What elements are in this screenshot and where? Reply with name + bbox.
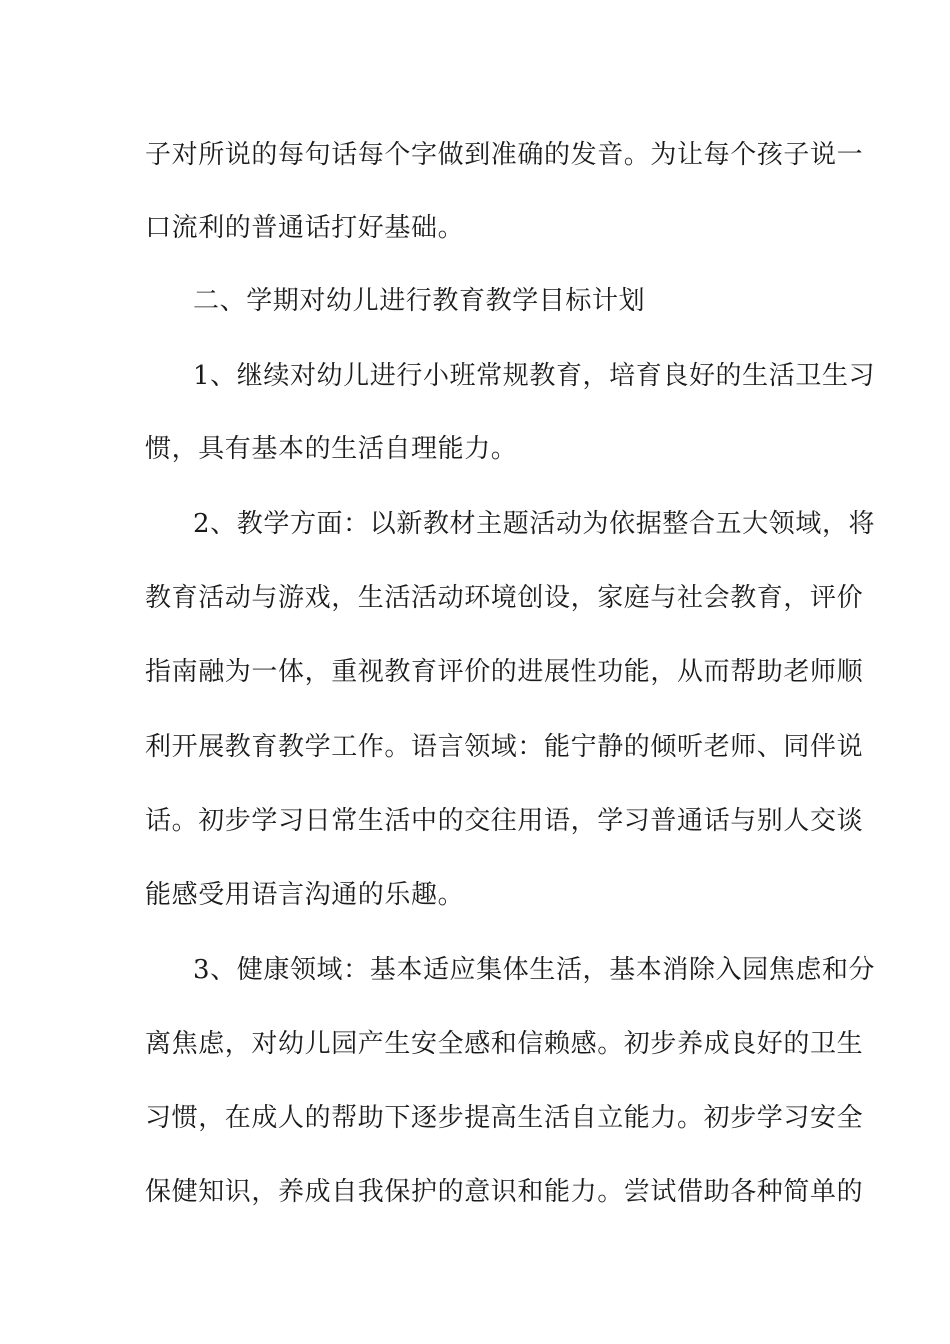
text-line: 惯，具有基本的生活自理能力。	[145, 434, 518, 464]
text-line: 习惯，在成人的帮助下逐步提高生活自立能力。初步学习安全	[145, 1103, 864, 1133]
text-line: 1、继续对幼儿进行小班常规教育，培育良好的生活卫生习	[193, 361, 876, 391]
text-line: 离焦虑，对幼儿园产生安全感和信赖感。初步养成良好的卫生	[145, 1029, 864, 1059]
text-line: 指南融为一体，重视教育评价的进展性功能，从而帮助老师顺	[145, 657, 864, 687]
text-line: 子对所说的每句话每个字做到准确的发音。为让每个孩子说一	[145, 140, 864, 170]
text-line: 话。初步学习日常生活中的交往用语，学习普通话与别人交谈	[145, 806, 864, 836]
text-line: 2、教学方面：以新教材主题活动为依据整合五大领域，将	[193, 509, 876, 539]
section-heading: 二、学期对幼儿进行教育教学目标计划	[193, 286, 646, 316]
text-line: 教育活动与游戏，生活活动环境创设，家庭与社会教育，评价	[145, 583, 864, 613]
text-line: 能感受用语言沟通的乐趣。	[145, 880, 465, 910]
text-line: 利开展教育教学工作。语言领域：能宁静的倾听老师、同伴说	[145, 732, 864, 762]
text-line: 3、健康领域：基本适应集体生活，基本消除入园焦虑和分	[193, 955, 876, 985]
text-line: 口流利的普通话打好基础。	[145, 213, 465, 243]
text-line: 保健知识，养成自我保护的意识和能力。尝试借助各种简单的	[145, 1177, 864, 1207]
